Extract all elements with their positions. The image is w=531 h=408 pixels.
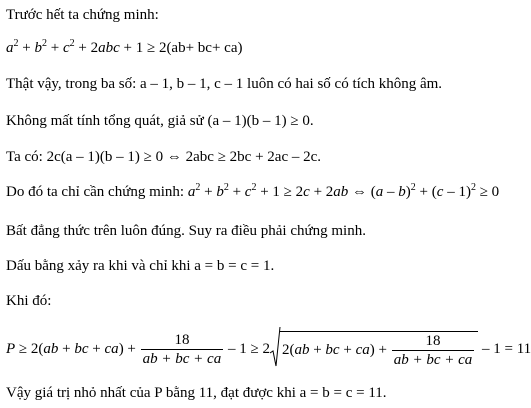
fraction-2: $\frac{18}{ab + bc + ca}$ <box>393 332 473 368</box>
line6-prefix: Do đó ta chỉ cần chứng minh: <box>6 184 185 200</box>
inequality-1: $a^2 + b^2 + c^2 + 2abc + 1 \ge 2(ab+ bc+ ca)$ <box>6 38 243 56</box>
text-line-5: Ta có: 2c(a – 1)(b – 1) ≥ 0 ⇔ 2abc ≥ 2bc + 2ac – 2c. <box>6 149 322 165</box>
fraction-1: $\frac{18}{ab + bc + ca}$ <box>142 332 222 367</box>
inequality-3: P ≥ 2(ab + bc + ca) + $\frac{18}{ab + bc + ca}$ – 1 ≥ 2 2(ab + bc + ca) + $\frac{18}{ab + bc + ca}$ – 1 = 11 <box>6 327 531 372</box>
conclusion-line: Vậy giá trị nhỏ nhất của P bằng 11, đạt được khi a = b = c = 11. <box>6 385 387 401</box>
intro-line: Trước hết ta chứng minh: <box>6 7 159 23</box>
text-line-6 <box>6 183 499 201</box>
text-line-3: Thật vậy, trong ba số: a – 1, b – 1, c – 1 luôn có hai số có tích không âm. <box>6 76 443 92</box>
text-line-7: Bất đẳng thức trên luôn đúng. Suy ra điều phải chứng minh. <box>6 223 366 239</box>
text-line-4: Không mất tính tổng quát, giả sử (a – 1)(b – 1) ≥ 0. <box>6 113 314 129</box>
text-line-8: Dấu bằng xảy ra khi và chỉ khi a = b = c = 1. <box>6 258 275 274</box>
text-line-9: Khi đó: <box>6 293 52 309</box>
inequality-2: $a^2 + b^2 + c^2 + 1 \ge 2c + 2ab$ ⇔ (a – b)$^2$ + (c – 1)$^2$ ≥ 0 <box>187 182 500 200</box>
square-root: 2(ab + bc + ca) + $\frac{18}{ab + bc + ca}$ <box>270 327 478 372</box>
